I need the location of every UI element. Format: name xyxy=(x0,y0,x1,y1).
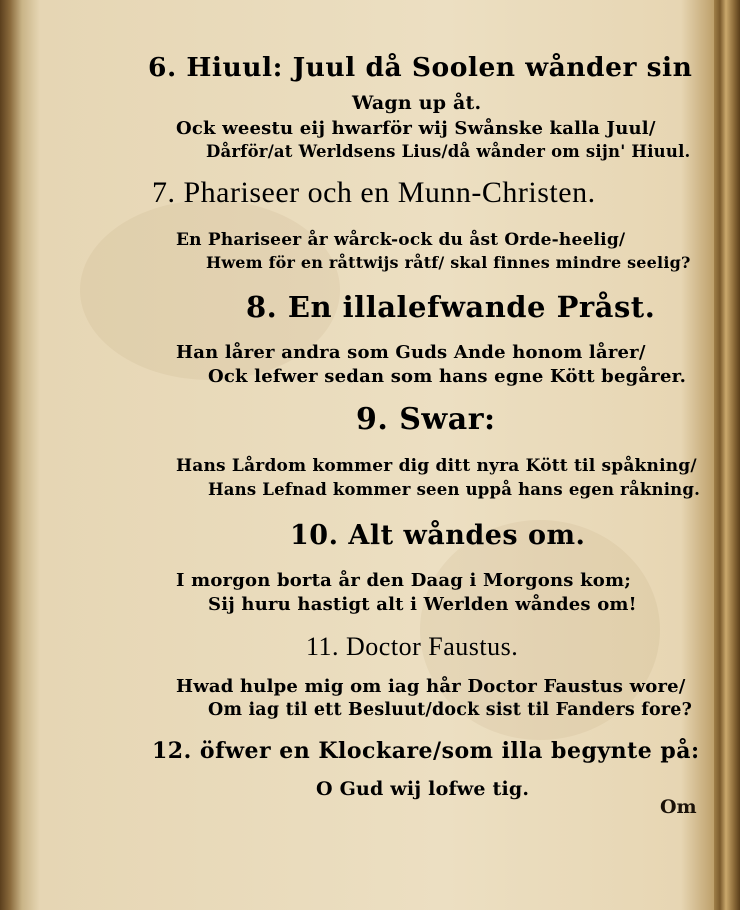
verse-line: Hwem för en råttwijs råtf/ skal finnes mindre seelig? xyxy=(206,253,691,272)
verse-line: Sij huru hastigt alt i Werlden wåndes om! xyxy=(208,594,637,615)
verse-line: Ock weestu eij hwarför wij Swånske kalla Juul/ xyxy=(176,118,656,139)
verse-line: I morgon borta år den Daag i Morgons kom; xyxy=(176,570,632,591)
verse-line: En Phariseer år wårck-ock du åst Orde-heelig/ xyxy=(176,230,626,250)
catchword: Om xyxy=(660,796,697,818)
entry-heading: 9. Swar: xyxy=(356,402,496,437)
entry-heading: 6. Hiuul: Juul då Soolen wånder sin xyxy=(148,52,693,83)
entry-subheading: Wagn up åt. xyxy=(352,92,482,114)
verse-line: Han lårer andra som Guds Ande honom lårer/ xyxy=(176,342,646,363)
page-edge xyxy=(714,0,740,910)
verse-line: Hans Lårdom kommer dig ditt nyra Kött til spåkning/ xyxy=(176,456,697,476)
entry-heading: 7. Phariseer och en Munn-Christen. xyxy=(152,176,596,209)
entry-heading: 12. öfwer en Klockare/som illa begynte på: xyxy=(152,738,700,764)
verse-line: Ock lefwer sedan som hans egne Kött begårer. xyxy=(208,366,687,387)
entry-heading: 11. Doctor Faustus. xyxy=(306,632,519,661)
entry-heading: 10. Alt wåndes om. xyxy=(290,520,586,551)
verse-line: Hwad hulpe mig om iag hår Doctor Faustus wore/ xyxy=(176,676,686,697)
verse-line: Hans Lefnad kommer seen uppå hans egen råkning. xyxy=(208,480,701,499)
verse-line: Dårför/at Werldsens Lius/då wånder om sijn' Hiuul. xyxy=(206,142,691,161)
verse-line: O Gud wij lofwe tig. xyxy=(316,778,530,800)
entry-heading: 8. En illalefwande Pråst. xyxy=(246,290,656,324)
verse-line: Om iag til ett Besluut/dock sist til Fanders fore? xyxy=(208,700,693,720)
